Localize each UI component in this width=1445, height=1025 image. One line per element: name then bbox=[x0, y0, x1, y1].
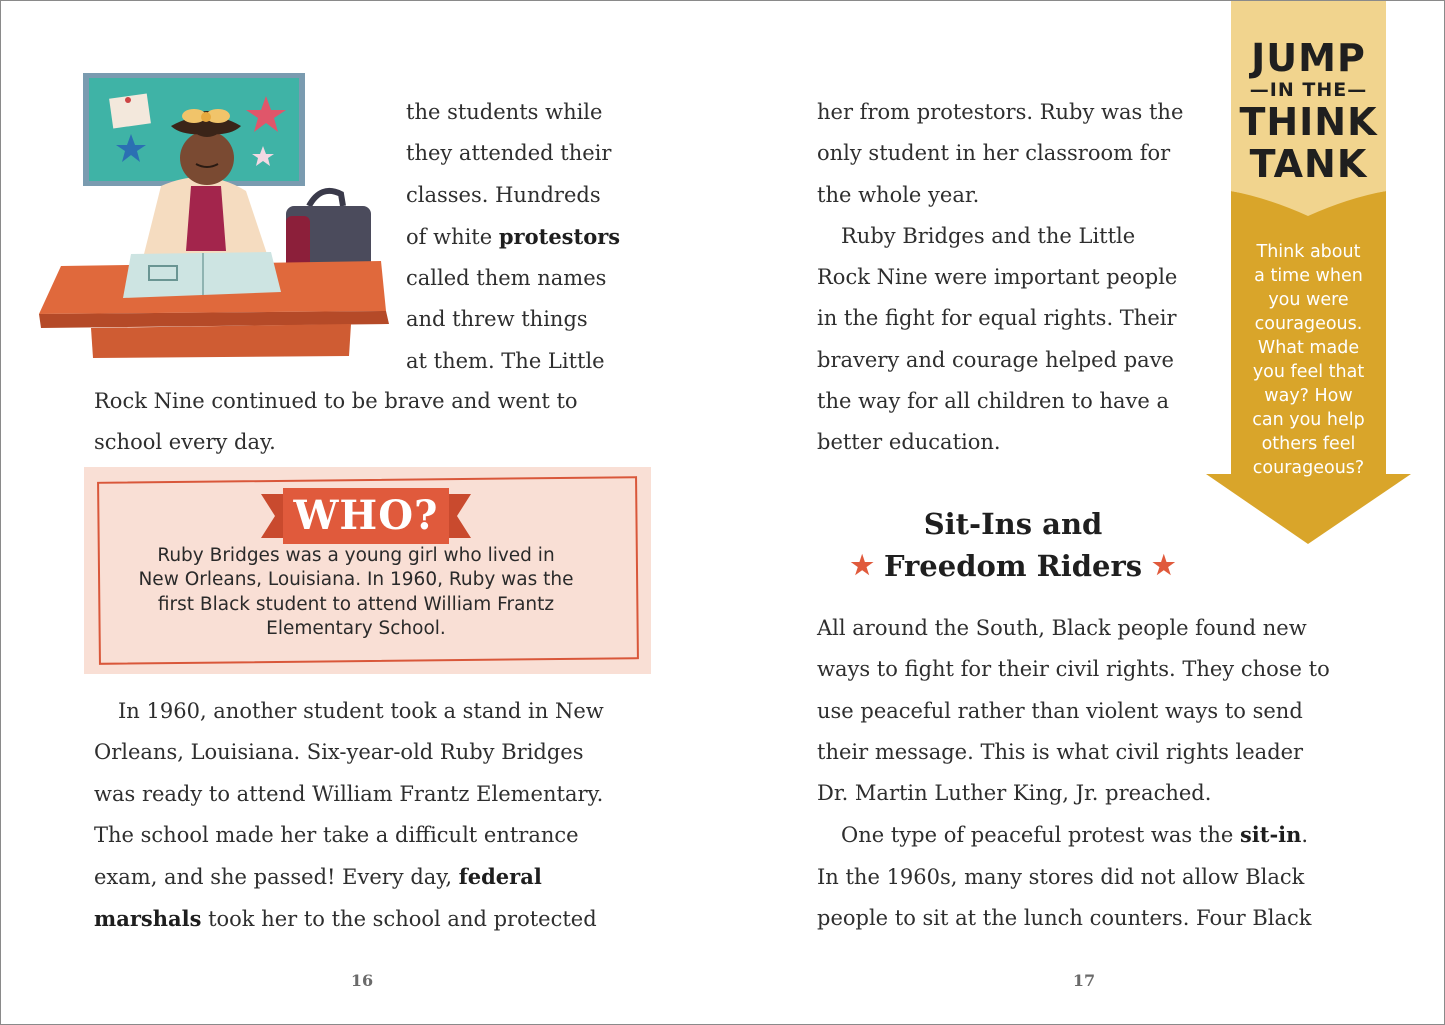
think-tank-word: JUMP bbox=[1251, 36, 1366, 80]
text-line: her from protestors. Ruby was the bbox=[817, 100, 1184, 124]
who-line: Elementary School. bbox=[266, 617, 446, 639]
text-line: In 1960, another student took a stand in New bbox=[118, 699, 604, 723]
text-line: better education. bbox=[817, 430, 1001, 455]
text-line: classes. Hundreds bbox=[406, 182, 601, 207]
think-tank-line: can you help bbox=[1252, 410, 1365, 430]
heading-line: Sit-Ins and bbox=[923, 507, 1103, 541]
text-line bbox=[94, 856, 604, 898]
heading-text: Freedom Riders bbox=[883, 549, 1143, 583]
glossary-term-protestors: protestors bbox=[498, 223, 621, 249]
heading-line bbox=[817, 545, 1209, 587]
paragraph-ruby-bridges bbox=[94, 691, 604, 941]
text-line: Orleans, Louisiana. Six-year-old Ruby Bridges bbox=[94, 740, 584, 765]
glossary-term-federal: federal bbox=[458, 864, 542, 890]
text-line bbox=[94, 898, 604, 940]
text-line: in the fight for equal rights. Their bbox=[817, 306, 1177, 331]
text-line: In the 1960s, many stores did not allow Black bbox=[817, 864, 1305, 889]
think-tank-title bbox=[1231, 37, 1386, 185]
text-run: . bbox=[1301, 823, 1309, 848]
think-tank-line: courageous? bbox=[1252, 458, 1365, 478]
text-line: Rock Nine were important people bbox=[817, 265, 1178, 290]
text-run: took her to the school and protected bbox=[201, 907, 597, 932]
think-tank-word: —IN THE— bbox=[1249, 79, 1368, 101]
think-tank-body bbox=[1231, 240, 1386, 480]
think-tank-word: TANK bbox=[1249, 142, 1368, 186]
wrapped-text-block bbox=[406, 92, 620, 382]
text-line: the way for all children to have a bbox=[817, 389, 1169, 414]
girl-at-desk-illustration bbox=[31, 66, 391, 366]
think-tank-line: courageous. bbox=[1254, 314, 1363, 334]
text-line bbox=[406, 216, 620, 258]
section-heading bbox=[817, 503, 1209, 587]
text-line: at them. The Little bbox=[406, 348, 605, 373]
think-tank-line: Think about bbox=[1256, 242, 1361, 262]
text-line: their message. This is what civil rights leader bbox=[817, 739, 1304, 764]
text-line: bravery and courage helped pave bbox=[817, 347, 1174, 372]
text-line: was ready to attend William Frantz Elementary. bbox=[94, 781, 604, 806]
text-line: use peaceful rather than violent ways to send bbox=[817, 698, 1303, 723]
who-title: WHO? bbox=[293, 492, 439, 539]
text-line: Rock Nine continued to be brave and went to bbox=[94, 389, 578, 413]
text-line: the students while bbox=[406, 100, 603, 124]
text-run: exam, and she passed! Every day, bbox=[94, 865, 459, 890]
think-tank-line: way? How bbox=[1264, 386, 1353, 406]
text-run: One type of peaceful protest was the bbox=[841, 823, 1240, 848]
think-tank-line: you feel that bbox=[1252, 362, 1365, 382]
who-line: New Orleans, Louisiana. In 1960, Ruby was the bbox=[138, 569, 574, 591]
text-line: All around the South, Black people found new bbox=[817, 616, 1307, 640]
text-line: only student in her classroom for bbox=[817, 141, 1171, 166]
text-line bbox=[817, 814, 1330, 856]
think-tank-line: a time when bbox=[1254, 266, 1363, 286]
text-line: and threw things bbox=[406, 307, 588, 332]
think-tank-word: THINK bbox=[1239, 100, 1378, 144]
think-tank-line: others feel bbox=[1261, 434, 1356, 454]
text-run: of white bbox=[406, 224, 499, 249]
continued-text-block bbox=[94, 381, 578, 464]
text-line: The school made her take a difficult entrance bbox=[94, 822, 579, 847]
text-line: Ruby Bridges and the Little bbox=[841, 223, 1136, 248]
text-line: Dr. Martin Luther King, Jr. preached. bbox=[817, 781, 1212, 806]
star-icon: ★ bbox=[1152, 551, 1176, 581]
text-line: people to sit at the lunch counters. Four Black bbox=[817, 906, 1312, 931]
text-line: school every day. bbox=[94, 430, 276, 455]
star-icon: ★ bbox=[850, 551, 874, 581]
text-line: they attended their bbox=[406, 141, 612, 166]
text-line: ways to fight for their civil rights. They chose to bbox=[817, 657, 1330, 682]
who-line: Ruby Bridges was a young girl who lived in bbox=[157, 545, 555, 566]
glossary-term-marshals: marshals bbox=[94, 906, 202, 932]
who-body bbox=[131, 544, 581, 641]
text-line: the whole year. bbox=[817, 182, 980, 207]
who-line: first Black student to attend William Frantz bbox=[157, 593, 555, 615]
glossary-term-sit-in: sit-in bbox=[1239, 822, 1302, 848]
think-tank-line: you were bbox=[1268, 290, 1349, 310]
page-number-right: 17 bbox=[1072, 971, 1096, 990]
page-number-left: 16 bbox=[350, 971, 374, 990]
text-line: called them names bbox=[406, 266, 607, 291]
paragraph-continued bbox=[817, 92, 1183, 464]
paragraph-sit-ins bbox=[817, 608, 1330, 939]
think-tank-line: What made bbox=[1257, 338, 1360, 358]
